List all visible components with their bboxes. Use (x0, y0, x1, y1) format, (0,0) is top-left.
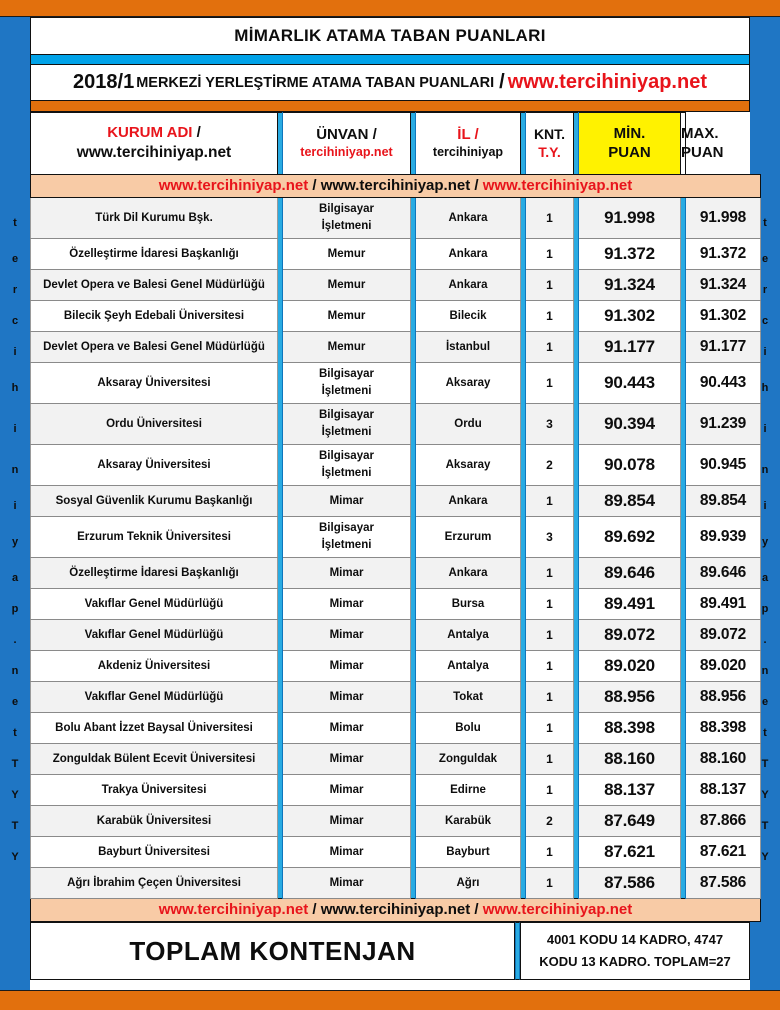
rail-letter: t (763, 217, 767, 229)
table-row (31, 301, 761, 332)
cell-il: Tokat (416, 682, 521, 713)
rail-letter: t (763, 727, 767, 739)
cell-unvan: Mimar (283, 744, 411, 775)
cell-min-puan: 90.078 (579, 445, 681, 486)
cell-unvan: Memur (283, 239, 411, 270)
rail-letter: . (13, 634, 17, 646)
cell-unvan: Mimar (283, 713, 411, 744)
table-header-row (31, 113, 761, 175)
promo-part3: www.tercihiniyap.net (482, 901, 633, 918)
cell-il: Ankara (416, 486, 521, 517)
promo-part2: www.tercihiniyap.net (320, 177, 471, 194)
cell-min-puan: 91.324 (579, 270, 681, 301)
cell-unvan: Bilgisayar İşletmeni (283, 445, 411, 486)
promo-part1: www.tercihiniyap.net (158, 177, 309, 194)
cell-min-puan: 88.137 (579, 775, 681, 806)
cell-unvan: Mimar (283, 682, 411, 713)
rail-letter: t (13, 727, 17, 739)
cell-il: Antalya (416, 651, 521, 682)
cell-min-puan: 88.398 (579, 713, 681, 744)
cell-min-puan: 90.443 (579, 363, 681, 404)
promo-sep2: / (470, 177, 483, 194)
cell-max-puan: 89.854 (686, 486, 761, 517)
cell-il: Ankara (416, 558, 521, 589)
cell-unvan: Mimar (283, 651, 411, 682)
cell-kurum-adi: Karabük Üniversitesi (31, 806, 278, 837)
cell-min-puan: 89.020 (579, 651, 681, 682)
note-line-2: KODU 13 KADRO. TOPLAM=27 (539, 954, 731, 969)
cell-il: Zonguldak (416, 744, 521, 775)
header-knt-line1: KNT. (533, 126, 566, 142)
table-row (31, 486, 761, 517)
cell-kontenjan: 1 (526, 589, 574, 620)
cell-kontenjan: 1 (526, 332, 574, 363)
header-max-line2: PUAN (681, 143, 724, 161)
cell-il: Aksaray (416, 363, 521, 404)
cell-unvan: Mimar (283, 837, 411, 868)
cell-kurum-adi: Erzurum Teknik Üniversitesi (31, 517, 278, 558)
cell-kurum-adi: Devlet Opera ve Balesi Genel Müdürlüğü (31, 332, 278, 363)
cell-min-puan: 88.160 (579, 744, 681, 775)
cell-kontenjan: 1 (526, 713, 574, 744)
cell-kurum-adi: Ordu Üniversitesi (31, 404, 278, 445)
cell-unvan: Mimar (283, 868, 411, 899)
header-il (416, 113, 521, 175)
cell-kontenjan: 1 (526, 620, 574, 651)
promo-sep2: / (470, 901, 483, 918)
rail-letter: Y (761, 789, 769, 801)
cell-il: Ordu (416, 404, 521, 445)
rail-letter: i (763, 500, 767, 512)
cell-kurum-adi: Vakıflar Genel Müdürlüğü (31, 682, 278, 713)
cell-kurum-adi: Ağrı İbrahim Çeçen Üniversitesi (31, 868, 278, 899)
cell-min-puan: 87.649 (579, 806, 681, 837)
cell-unvan: Mimar (283, 806, 411, 837)
cell-kurum-adi: Özelleştirme İdaresi Başkanlığı (31, 558, 278, 589)
cell-il: Edirne (416, 775, 521, 806)
table-row (31, 589, 761, 620)
cell-kurum-adi: Devlet Opera ve Balesi Genel Müdürlüğü (31, 270, 278, 301)
rail-letter: p (761, 603, 769, 615)
header-unvan (283, 113, 411, 175)
cell-kurum-adi: Türk Dil Kurumu Bşk. (31, 198, 278, 239)
table-row (31, 198, 761, 239)
rail-letter: c (761, 315, 769, 327)
promo-sep1: / (308, 177, 321, 194)
rail-letter: h (761, 382, 769, 394)
cell-il: İstanbul (416, 332, 521, 363)
cell-max-puan: 90.945 (686, 445, 761, 486)
cell-min-puan: 89.692 (579, 517, 681, 558)
table-row (31, 517, 761, 558)
cell-kurum-adi: Aksaray Üniversitesi (31, 363, 278, 404)
cell-il: Aksaray (416, 445, 521, 486)
cell-max-puan: 88.956 (686, 682, 761, 713)
cell-max-puan: 87.866 (686, 806, 761, 837)
table-row (31, 404, 761, 445)
rail-letter: n (761, 464, 769, 476)
header-max-line1: MAX. (681, 124, 719, 142)
cell-kontenjan: 1 (526, 558, 574, 589)
promo-part3: www.tercihiniyap.net (482, 177, 633, 194)
table-row (31, 332, 761, 363)
cell-unvan: Mimar (283, 486, 411, 517)
cell-il: Ankara (416, 198, 521, 239)
cell-min-puan: 89.072 (579, 620, 681, 651)
table-row (31, 837, 761, 868)
cell-il: Ağrı (416, 868, 521, 899)
rail-letter: i (13, 346, 17, 358)
cell-kurum-adi: Akdeniz Üniversitesi (31, 651, 278, 682)
rail-letter: i (763, 423, 767, 435)
cell-kurum-adi: Bilecik Şeyh Edebali Üniversitesi (31, 301, 278, 332)
cell-max-puan: 91.372 (686, 239, 761, 270)
cell-unvan: Bilgisayar İşletmeni (283, 404, 411, 445)
subtitle-slash: / (499, 71, 505, 93)
rail-letter: e (761, 696, 769, 708)
cell-min-puan: 87.586 (579, 868, 681, 899)
rail-letter: n (11, 464, 19, 476)
header-il-line2: tercihiniyap (432, 145, 504, 160)
rail-letter: e (11, 696, 19, 708)
cell-unvan: Bilgisayar İşletmeni (283, 198, 411, 239)
cell-kurum-adi: Vakıflar Genel Müdürlüğü (31, 620, 278, 651)
cell-kontenjan: 1 (526, 198, 574, 239)
rail-letter: h (11, 382, 19, 394)
header-min-puan (579, 113, 681, 175)
rail-letter: Y (761, 851, 769, 863)
cell-il: Karabük (416, 806, 521, 837)
cell-max-puan: 89.020 (686, 651, 761, 682)
cell-unvan: Memur (283, 270, 411, 301)
cell-kontenjan: 1 (526, 837, 574, 868)
cell-max-puan: 87.621 (686, 837, 761, 868)
cell-kurum-adi: Vakıflar Genel Müdürlüğü (31, 589, 278, 620)
rail-letter: a (11, 572, 19, 584)
cell-kontenjan: 3 (526, 517, 574, 558)
promo-strip-top-row (31, 175, 761, 198)
cell-max-puan: 90.443 (686, 363, 761, 404)
cell-min-puan: 87.621 (579, 837, 681, 868)
cell-il: Bilecik (416, 301, 521, 332)
rail-letter: n (761, 665, 769, 677)
cell-il: Ankara (416, 270, 521, 301)
cell-min-puan: 90.394 (579, 404, 681, 445)
cell-unvan: Mimar (283, 558, 411, 589)
table-row (31, 868, 761, 899)
cell-max-puan: 89.491 (686, 589, 761, 620)
footer-row (30, 922, 750, 980)
header-knt-line2: T.Y. (538, 143, 561, 160)
rail-letter: c (11, 315, 19, 327)
cell-kontenjan: 2 (526, 445, 574, 486)
cell-kurum-adi: Zonguldak Bülent Ecevit Üniversitesi (31, 744, 278, 775)
subtitle-bar (30, 65, 750, 100)
cell-kontenjan: 1 (526, 868, 574, 899)
top-orange-band (0, 0, 780, 17)
cell-max-puan: 89.072 (686, 620, 761, 651)
cell-max-puan: 91.239 (686, 404, 761, 445)
cell-min-puan: 89.491 (579, 589, 681, 620)
cell-il: Bayburt (416, 837, 521, 868)
cell-kontenjan: 1 (526, 651, 574, 682)
promo-part2: www.tercihiniyap.net (320, 901, 471, 918)
table-row (31, 713, 761, 744)
rail-letter: e (761, 253, 769, 265)
cell-kontenjan: 1 (526, 775, 574, 806)
rail-letter: p (11, 603, 19, 615)
rail-letter: r (762, 284, 768, 296)
rail-letter: y (761, 536, 769, 548)
rail-letter: i (763, 346, 767, 358)
table-row (31, 558, 761, 589)
cell-max-puan: 88.160 (686, 744, 761, 775)
table-row (31, 682, 761, 713)
cell-il: Antalya (416, 620, 521, 651)
subtitle-description: MERKEZİ YERLEŞTİRME ATAMA TABAN PUANLARI (136, 74, 495, 91)
header-min-line2: PUAN (608, 143, 651, 161)
header-kurum-line1: KURUM ADI / (107, 124, 201, 142)
rail-letter: i (13, 500, 17, 512)
table-row (31, 744, 761, 775)
table-row (31, 239, 761, 270)
promo-sep1: / (308, 901, 321, 918)
subtitle-website: www.tercihiniyap.net (507, 71, 707, 93)
promo-strip-bottom-row (31, 899, 761, 922)
cyan-divider (30, 54, 750, 65)
cell-min-puan: 89.646 (579, 558, 681, 589)
table-row (31, 651, 761, 682)
total-kontenjan-note (520, 922, 750, 980)
cell-max-puan: 89.939 (686, 517, 761, 558)
cell-kurum-adi: Aksaray Üniversitesi (31, 445, 278, 486)
cell-il: Ankara (416, 239, 521, 270)
table-row (31, 620, 761, 651)
header-il-line1: İL / (457, 126, 479, 144)
cell-unvan: Bilgisayar İşletmeni (283, 517, 411, 558)
table-row (31, 806, 761, 837)
rail-letter: T (761, 820, 769, 832)
cell-kontenjan: 1 (526, 301, 574, 332)
cell-max-puan: 88.398 (686, 713, 761, 744)
cell-kurum-adi: Özelleştirme İdaresi Başkanlığı (31, 239, 278, 270)
cell-kontenjan: 1 (526, 744, 574, 775)
header-min-line1: MİN. (613, 124, 646, 142)
rail-letter: Y (11, 851, 19, 863)
cell-min-puan: 91.372 (579, 239, 681, 270)
table-row (31, 445, 761, 486)
cell-kontenjan: 3 (526, 404, 574, 445)
cell-min-puan: 91.998 (579, 198, 681, 239)
rail-letter: T (11, 758, 19, 770)
subtitle-year: 2018/1 (73, 71, 135, 93)
cell-il: Bolu (416, 713, 521, 744)
scores-table (30, 112, 761, 922)
cell-max-puan: 91.302 (686, 301, 761, 332)
cell-max-puan: 91.998 (686, 198, 761, 239)
left-rail-letters (0, 203, 30, 873)
cell-unvan: Bilgisayar İşletmeni (283, 363, 411, 404)
cell-min-puan: 88.956 (579, 682, 681, 713)
rail-letter: a (761, 572, 769, 584)
promo-strip-top (31, 175, 761, 198)
orange-divider (30, 100, 750, 112)
header-kurum-adi (31, 113, 278, 175)
header-unvan-line2: tercihiniyap.net (300, 145, 393, 160)
cell-max-puan: 91.324 (686, 270, 761, 301)
rail-letter: T (761, 758, 769, 770)
cell-kurum-adi: Sosyal Güvenlik Kurumu Başkanlığı (31, 486, 278, 517)
cell-unvan: Mimar (283, 620, 411, 651)
cell-kurum-adi: Bayburt Üniversitesi (31, 837, 278, 868)
rail-letter: n (11, 665, 19, 677)
total-kontenjan-label: TOPLAM KONTENJAN (30, 922, 515, 980)
header-kurum-line2: www.tercihiniyap.net (76, 144, 232, 162)
promo-part1: www.tercihiniyap.net (158, 901, 309, 918)
cell-il: Bursa (416, 589, 521, 620)
table-row (31, 270, 761, 301)
cell-max-puan: 88.137 (686, 775, 761, 806)
cell-unvan: Memur (283, 301, 411, 332)
cell-kontenjan: 1 (526, 486, 574, 517)
cell-kontenjan: 1 (526, 239, 574, 270)
cell-unvan: Memur (283, 332, 411, 363)
cell-kontenjan: 2 (526, 806, 574, 837)
cell-max-puan: 91.177 (686, 332, 761, 363)
rail-letter: Y (11, 789, 19, 801)
table-body (31, 198, 761, 899)
cell-unvan: Mimar (283, 775, 411, 806)
note-line-1: 4001 KODU 14 KADRO, 4747 (546, 931, 724, 947)
table-row (31, 363, 761, 404)
promo-strip-bottom (31, 899, 761, 922)
cell-il: Erzurum (416, 517, 521, 558)
table-row (31, 775, 761, 806)
cell-max-puan: 89.646 (686, 558, 761, 589)
header-max-puan (681, 113, 724, 175)
header-kontenjan (526, 113, 574, 175)
rail-letter: T (11, 820, 19, 832)
cell-min-puan: 89.854 (579, 486, 681, 517)
cell-min-puan: 91.177 (579, 332, 681, 363)
header-unvan-line1: ÜNVAN / (316, 126, 377, 144)
cell-min-puan: 91.302 (579, 301, 681, 332)
cell-kurum-adi: Bolu Abant İzzet Baysal Üniversitesi (31, 713, 278, 744)
rail-letter: t (13, 217, 17, 229)
cell-kontenjan: 1 (526, 682, 574, 713)
rail-letter: y (11, 536, 19, 548)
cell-kurum-adi: Trakya Üniversitesi (31, 775, 278, 806)
cell-max-puan: 87.586 (686, 868, 761, 899)
left-watermark-rail (0, 17, 30, 990)
cell-kontenjan: 1 (526, 363, 574, 404)
rail-letter: i (13, 423, 17, 435)
cell-kontenjan: 1 (526, 270, 574, 301)
rail-letter: . (763, 634, 767, 646)
bottom-orange-band (0, 990, 780, 1010)
rail-letter: r (12, 284, 18, 296)
rail-letter: e (11, 253, 19, 265)
cell-unvan: Mimar (283, 589, 411, 620)
content-column (30, 17, 750, 990)
page-title: MİMARLIK ATAMA TABAN PUANLARI (30, 17, 750, 54)
